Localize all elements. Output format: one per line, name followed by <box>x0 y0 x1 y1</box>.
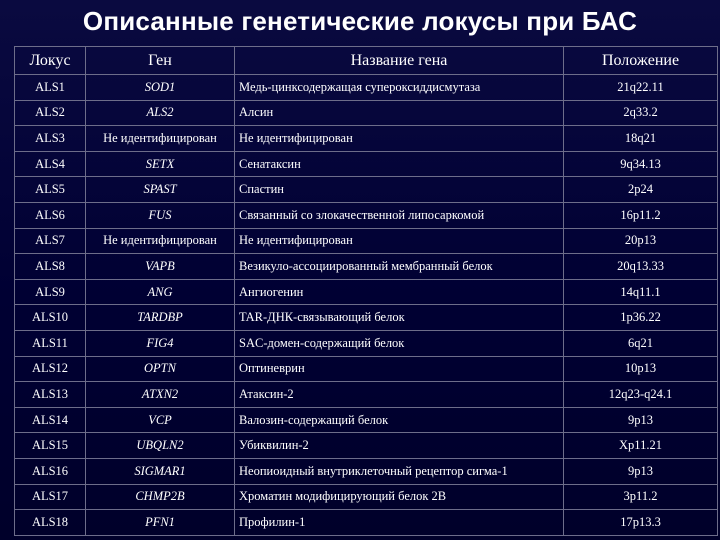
locus-cell: ALS18 <box>15 510 86 536</box>
gene-name-cell: Везикуло-ассоциированный мембранный белок <box>235 254 564 280</box>
table-row <box>15 177 718 203</box>
table-row <box>15 100 718 126</box>
table-header-row <box>15 47 718 75</box>
position-cell: 2q33.2 <box>564 100 718 126</box>
gene-name-cell: Хроматин модифицирующий белок 2В <box>235 484 564 510</box>
gene-name-cell: Алсин <box>235 100 564 126</box>
position-cell: 6q21 <box>564 330 718 356</box>
gene-cell: Не идентифицирован <box>86 126 235 152</box>
table-row <box>15 126 718 152</box>
position-cell: 3p11.2 <box>564 484 718 510</box>
position-cell: 21q22.11 <box>564 75 718 101</box>
header-locus: Локус <box>15 47 86 75</box>
position-cell: 14q11.1 <box>564 279 718 305</box>
gene-cell: PFN1 <box>86 510 235 536</box>
page-title: Описанные генетические локусы при БАС <box>82 6 638 36</box>
position-cell: 9p13 <box>564 458 718 484</box>
locus-cell: ALS17 <box>15 484 86 510</box>
table-row <box>15 382 718 408</box>
locus-cell: ALS12 <box>15 356 86 382</box>
gene-name-cell: Ангиогенин <box>235 279 564 305</box>
locus-cell: ALS14 <box>15 407 86 433</box>
table-row <box>15 279 718 305</box>
gene-cell: SETX <box>86 151 235 177</box>
gene-cell: ATXN2 <box>86 382 235 408</box>
table-row <box>15 254 718 280</box>
locus-cell: ALS1 <box>15 75 86 101</box>
position-cell: 20p13 <box>564 228 718 254</box>
gene-name-cell: Атаксин-2 <box>235 382 564 408</box>
header-gene: Ген <box>86 47 235 75</box>
locus-cell: ALS6 <box>15 202 86 228</box>
gene-name-cell: TAR-ДНК-связывающий белок <box>235 305 564 331</box>
locus-cell: ALS5 <box>15 177 86 203</box>
position-cell: 16p11.2 <box>564 202 718 228</box>
gene-name-cell: Медь-цинксодержащая супероксиддисмутаза <box>235 75 564 101</box>
locus-cell: ALS15 <box>15 433 86 459</box>
gene-cell: VCP <box>86 407 235 433</box>
position-cell: 2p24 <box>564 177 718 203</box>
table-row <box>15 484 718 510</box>
gene-name-cell: Не идентифицирован <box>235 126 564 152</box>
table-row <box>15 202 718 228</box>
position-cell: 17p13.3 <box>564 510 718 536</box>
table-row <box>15 433 718 459</box>
locus-cell: ALS8 <box>15 254 86 280</box>
position-cell: 9p13 <box>564 407 718 433</box>
locus-cell: ALS11 <box>15 330 86 356</box>
locus-cell: ALS10 <box>15 305 86 331</box>
table-row <box>15 305 718 331</box>
position-cell: 18q21 <box>564 126 718 152</box>
gene-cell: TARDBP <box>86 305 235 331</box>
gene-cell: ANG <box>86 279 235 305</box>
table-row <box>15 151 718 177</box>
gene-cell: VAPB <box>86 254 235 280</box>
table-row <box>15 75 718 101</box>
header-position: Положение <box>564 47 718 75</box>
locus-cell: ALS2 <box>15 100 86 126</box>
locus-cell: ALS9 <box>15 279 86 305</box>
gene-cell: CHMP2B <box>86 484 235 510</box>
gene-name-cell: Сенатаксин <box>235 151 564 177</box>
gene-name-cell: Убиквилин-2 <box>235 433 564 459</box>
gene-name-cell: Профилин-1 <box>235 510 564 536</box>
locus-cell: ALS4 <box>15 151 86 177</box>
gene-name-cell: Валозин-содержащий белок <box>235 407 564 433</box>
gene-name-cell: Неопиоидный внутриклеточный рецептор сигма-1 <box>235 458 564 484</box>
gene-cell: ALS2 <box>86 100 235 126</box>
locus-cell: ALS13 <box>15 382 86 408</box>
header-gene-name: Название гена <box>235 47 564 75</box>
gene-cell: FUS <box>86 202 235 228</box>
position-cell: 10p13 <box>564 356 718 382</box>
table-row <box>15 330 718 356</box>
loci-table <box>14 46 718 536</box>
gene-cell: SPAST <box>86 177 235 203</box>
position-cell: 1p36.22 <box>564 305 718 331</box>
position-cell: 12q23-q24.1 <box>564 382 718 408</box>
table-body <box>15 75 718 536</box>
gene-name-cell: Спастин <box>235 177 564 203</box>
table-row <box>15 228 718 254</box>
gene-cell: Не идентифицирован <box>86 228 235 254</box>
gene-cell: SOD1 <box>86 75 235 101</box>
locus-cell: ALS3 <box>15 126 86 152</box>
position-cell: Xp11.21 <box>564 433 718 459</box>
gene-name-cell: Не идентифицирован <box>235 228 564 254</box>
position-cell: 20q13.33 <box>564 254 718 280</box>
gene-cell: SIGMAR1 <box>86 458 235 484</box>
gene-cell: OPTN <box>86 356 235 382</box>
table-row <box>15 407 718 433</box>
gene-cell: UBQLN2 <box>86 433 235 459</box>
gene-name-cell: Оптиневрин <box>235 356 564 382</box>
table-row <box>15 356 718 382</box>
position-cell: 9q34.13 <box>564 151 718 177</box>
table-row <box>15 458 718 484</box>
gene-name-cell: Связанный со злокачественной липосаркомой <box>235 202 564 228</box>
gene-name-cell: SAC-домен-содержащий белок <box>235 330 564 356</box>
locus-cell: ALS7 <box>15 228 86 254</box>
locus-cell: ALS16 <box>15 458 86 484</box>
gene-cell: FIG4 <box>86 330 235 356</box>
table-row <box>15 510 718 536</box>
